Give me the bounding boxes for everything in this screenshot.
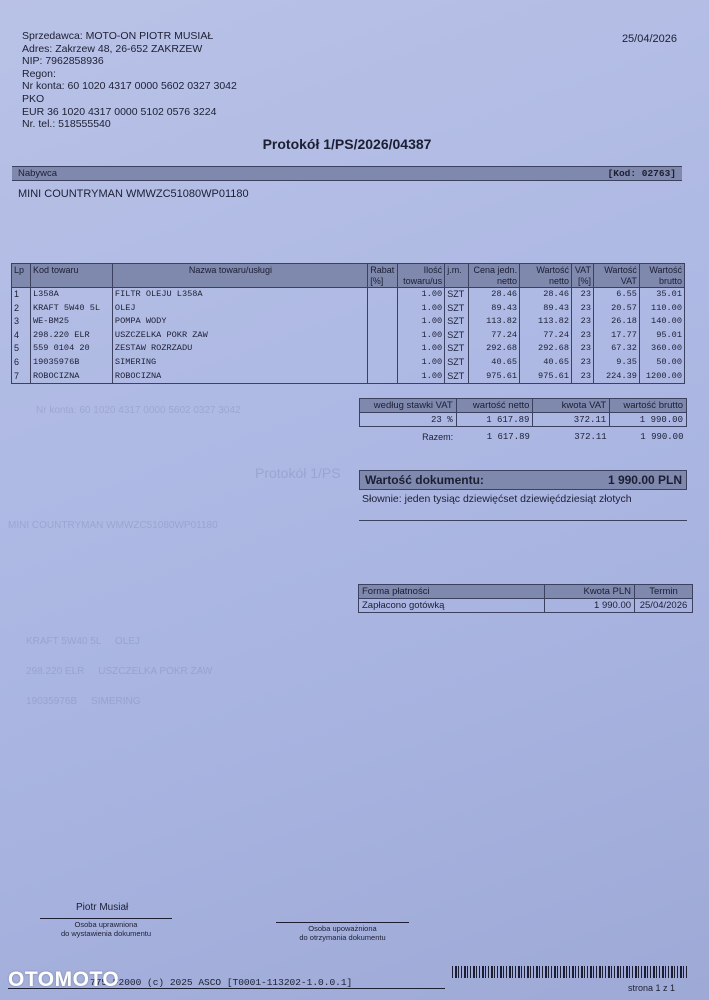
item-name: ROBOCIZNA: [112, 370, 367, 384]
item-name: OLEJ: [112, 302, 367, 316]
issuer-name: Piotr Musiał: [76, 902, 129, 913]
item-net-value: 975.61: [520, 370, 572, 384]
item-discount: [368, 288, 398, 302]
table-row: [12, 315, 685, 329]
buyer-label: Nabywca: [18, 168, 58, 179]
item-unit-price: 77.24: [469, 329, 520, 343]
item-quantity: 1.00: [398, 329, 445, 343]
item-vat-rate: 23: [572, 370, 594, 384]
show-through-text: KRAFT 5W40 5L OLEJ: [26, 636, 140, 647]
barcode-icon: [452, 966, 688, 978]
item-quantity: 1.00: [398, 302, 445, 316]
payment-due-header: Termin: [635, 585, 693, 599]
item-gross-value: 50.00: [639, 356, 684, 370]
item-vat-value: 67.32: [593, 342, 639, 356]
item-code: 298.220 ELR: [30, 329, 112, 343]
show-through-text: Nr konta: 60 1020 4317 0000 5602 0327 3042: [36, 405, 241, 416]
document-value-bar: [359, 470, 687, 490]
payment-table: [358, 584, 693, 613]
items-table: [11, 263, 685, 384]
vat-gross-header: wartość brutto: [610, 399, 687, 413]
item-quantity: 1.00: [398, 342, 445, 356]
vat-amount-header: kwota VAT: [533, 399, 610, 413]
payment-header: [359, 585, 693, 599]
issuer-caption-line-1: Osoba uprawniona: [74, 920, 138, 929]
item-unit-price: 292.68: [469, 342, 520, 356]
col-net-value: Wartość netto: [520, 264, 572, 288]
payment-amount: 1 990.00: [545, 599, 635, 613]
seller-phone: Nr. tel.: 518555540: [22, 118, 111, 131]
vat-summary-header: [360, 399, 687, 413]
item-net-value: 292.68: [520, 342, 572, 356]
item-discount: [368, 370, 398, 384]
item-unit-price: 975.61: [469, 370, 520, 384]
document-date: 25/04/2026: [621, 33, 677, 45]
vat-gross: 1 990.00: [610, 413, 687, 427]
item-gross-value: 360.00: [639, 342, 684, 356]
col-quantity: Ilość towaru/us: [398, 264, 445, 288]
item-code: ROBOCIZNA: [30, 370, 112, 384]
col-gross-value: Wartość brutto: [639, 264, 684, 288]
item-name: ZESTAW ROZRZADU: [112, 342, 367, 356]
seller-name: Sprzedawca: MOTO-ON PIOTR MUSIAŁ: [22, 30, 214, 42]
item-vat-rate: 23: [572, 329, 594, 343]
item-code: KRAFT 5W40 5L: [30, 302, 112, 316]
issuer-signature-line: [40, 918, 172, 919]
col-discount: Rabat [%]: [368, 264, 398, 288]
item-net-value: 89.43: [520, 302, 572, 316]
item-lp: 3: [12, 315, 31, 329]
show-through-text: MINI COUNTRYMAN WMWZC51080WP01180: [8, 520, 218, 531]
table-row: [12, 288, 685, 302]
item-unit: SZT: [445, 342, 469, 356]
col-unit: j.m.: [445, 264, 469, 288]
seller-address: Adres: Zakrzew 48, 26-652 ZAKRZEW: [22, 42, 203, 55]
item-vat-rate: 23: [572, 342, 594, 356]
document-value-label: Wartość dokumentu:: [365, 473, 484, 487]
payment-method: Zapłacono gotówką: [359, 599, 545, 613]
item-code: L358A: [30, 288, 112, 302]
item-net-value: 113.82: [520, 315, 572, 329]
item-vat-value: 224.39: [593, 370, 639, 384]
item-code: 559 0104 20: [30, 342, 112, 356]
receiver-caption-line-2: do otrzymania dokumentu: [299, 933, 386, 942]
document-title: Protokół 1/PS/2026/04387: [262, 136, 432, 152]
show-through-text: Protokół 1/PS: [255, 465, 341, 481]
receiver-caption-line-1: Osoba upoważniona: [308, 924, 377, 933]
table-row: [12, 370, 685, 384]
item-net-value: 28.46: [520, 288, 572, 302]
item-lp: 2: [12, 302, 31, 316]
item-vat-value: 20.57: [593, 302, 639, 316]
item-lp: 7: [12, 370, 31, 384]
vat-amount: 372.11: [533, 413, 610, 427]
seller-block: [22, 30, 237, 131]
item-vat-rate: 23: [572, 356, 594, 370]
col-name: Nazwa towaru/usługi: [112, 264, 367, 288]
item-unit: SZT: [445, 302, 469, 316]
item-unit: SZT: [445, 370, 469, 384]
item-quantity: 1.00: [398, 288, 445, 302]
vat-summary-table: [359, 398, 687, 447]
col-vat-value: Wartość VAT: [593, 264, 639, 288]
receiver-signature-line: [276, 922, 409, 923]
col-code: Kod towaru: [30, 264, 112, 288]
seller-bank: PKO: [22, 92, 45, 105]
payment-method-header: Forma płatności: [359, 585, 545, 599]
payment-row: [359, 599, 693, 613]
receiver-caption: [276, 924, 409, 942]
vat-total-row: [360, 427, 687, 447]
show-through-text: 298.220 ELR USZCZELKA POKR ZAW: [26, 666, 213, 677]
vat-total-amount: 372.11: [574, 431, 607, 442]
issuer-caption-line-2: do wystawienia dokumentu: [60, 929, 152, 938]
col-vat-rate: VAT [%]: [572, 264, 594, 288]
item-vat-rate: 23: [572, 302, 594, 316]
issuer-caption: [40, 920, 172, 938]
item-lp: 4: [12, 329, 31, 343]
item-gross-value: 1200.00: [639, 370, 684, 384]
item-net-value: 77.24: [520, 329, 572, 343]
item-unit: SZT: [445, 329, 469, 343]
item-code: 19035976B: [30, 356, 112, 370]
item-code: WE-BM25: [30, 315, 112, 329]
vat-net-header: wartość netto: [456, 399, 533, 413]
otomoto-watermark-logo: OTOMOTO: [8, 968, 120, 991]
vat-rate-header: według stawki VAT: [360, 399, 457, 413]
item-discount: [368, 329, 398, 343]
payment-amount-header: Kwota PLN: [545, 585, 635, 599]
item-lp: 1: [12, 288, 31, 302]
page-number: strona 1 z 1: [628, 983, 676, 993]
item-discount: [368, 302, 398, 316]
item-discount: [368, 356, 398, 370]
item-unit-price: 28.46: [469, 288, 520, 302]
item-vat-value: 9.35: [593, 356, 639, 370]
item-name: SIMERING: [112, 356, 367, 370]
item-name: USZCZELKA POKR ZAW: [112, 329, 367, 343]
item-vat-value: 6.55: [593, 288, 639, 302]
item-unit: SZT: [445, 288, 469, 302]
payment-due: 25/04/2026: [635, 599, 693, 613]
col-unit-price: Cena jedn. netto: [469, 264, 520, 288]
item-vat-rate: 23: [572, 315, 594, 329]
seller-account: Nr konta: 60 1020 4317 0000 5602 0327 3042: [22, 80, 237, 93]
vat-rate: 23 %: [360, 413, 457, 427]
item-quantity: 1.00: [398, 315, 445, 329]
item-discount: [368, 315, 398, 329]
item-name: FILTR OLEJU L358A: [112, 288, 367, 302]
table-row: [12, 329, 685, 343]
item-lp: 5: [12, 342, 31, 356]
item-unit-price: 89.43: [469, 302, 520, 316]
vat-total-gross: 1 990.00: [640, 431, 684, 442]
table-row: [12, 302, 685, 316]
items-body: [12, 288, 685, 384]
item-gross-value: 110.00: [639, 302, 684, 316]
seller-eur-account: EUR 36 1020 4317 0000 5102 0576 3224: [22, 105, 217, 118]
item-unit-price: 113.82: [469, 315, 520, 329]
buyer-header-bar: [12, 166, 682, 181]
vat-total-label: Razem:: [422, 431, 454, 442]
item-lp: 6: [12, 356, 31, 370]
footer-software-text: 775 F2000 (c) 2025 ASCO [T0001-113202-1.0.0.1]: [90, 977, 353, 988]
document-value-amount: 1 990.00 PLN: [607, 473, 682, 487]
items-header-row: [12, 264, 685, 288]
buyer-name: MINI COUNTRYMAN WMWZC51080WP01180: [18, 188, 249, 200]
item-unit: SZT: [445, 356, 469, 370]
item-gross-value: 35.01: [639, 288, 684, 302]
item-unit: SZT: [445, 315, 469, 329]
item-unit-price: 40.65: [469, 356, 520, 370]
item-discount: [368, 342, 398, 356]
col-lp: Lp: [12, 264, 31, 288]
seller-nip: NIP: 7962858936: [22, 55, 104, 68]
show-through-text: 19035976B SIMERING: [26, 696, 141, 707]
item-vat-value: 17.77: [593, 329, 639, 343]
table-row: [12, 342, 685, 356]
words-divider: [359, 520, 687, 521]
vat-net: 1 617.89: [456, 413, 533, 427]
vat-summary-row: [360, 413, 687, 427]
buyer-code: [Kod: 02763]: [607, 168, 676, 179]
seller-regon: Regon:: [22, 67, 56, 80]
item-vat-value: 26.18: [593, 315, 639, 329]
amount-in-words: Słownie: jeden tysiąc dziewięćset dziewięćdziesiąt złotych: [362, 493, 632, 505]
table-row: [12, 356, 685, 370]
item-gross-value: 140.00: [639, 315, 684, 329]
item-quantity: 1.00: [398, 370, 445, 384]
item-net-value: 40.65: [520, 356, 572, 370]
item-gross-value: 95.01: [639, 329, 684, 343]
item-vat-rate: 23: [572, 288, 594, 302]
item-quantity: 1.00: [398, 356, 445, 370]
item-name: POMPA WODY: [112, 315, 367, 329]
vat-total-net: 1 617.89: [486, 431, 530, 442]
